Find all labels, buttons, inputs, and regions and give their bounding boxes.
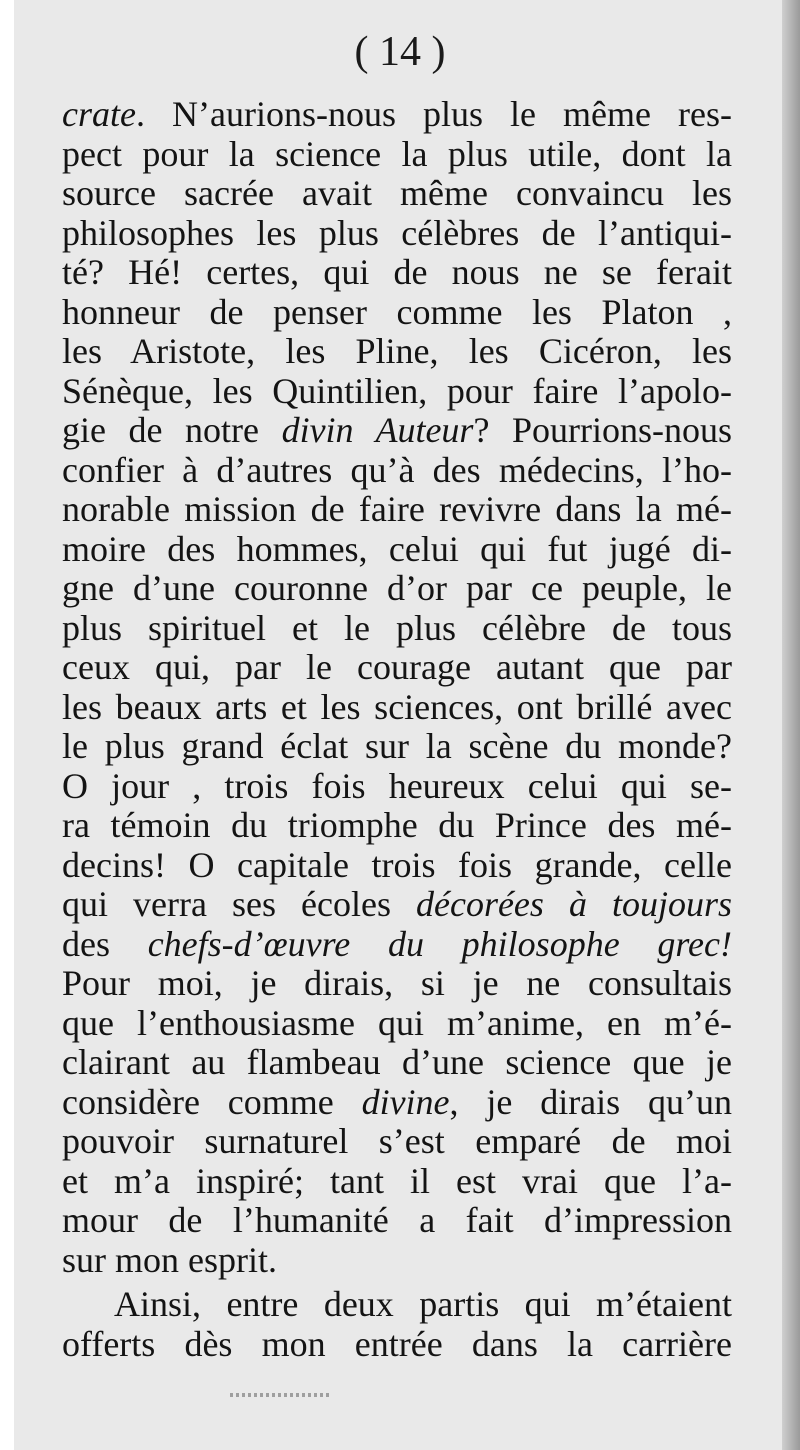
text-line: [62, 1240, 732, 1280]
text-span: Ainsi, entre deux partis qui m’étaient: [114, 1284, 732, 1324]
text-line: [62, 608, 732, 648]
italic-text: chefs-d’œuvre du philosophe grec!: [147, 924, 732, 964]
text-line: [62, 1121, 732, 1161]
text-line: [62, 450, 732, 490]
ink-smudge: [230, 1393, 330, 1397]
text-line: [62, 1324, 732, 1364]
text-line: [62, 1082, 732, 1122]
text-span: les beaux arts et les sciences, ont brillé avec: [62, 687, 732, 727]
text-span: decins! O capitale trois fois grande, celle: [62, 845, 732, 885]
italic-text: crate: [62, 94, 136, 134]
italic-text: divin Auteur: [281, 410, 474, 450]
text-line: [62, 766, 732, 806]
text-span: ? Pourrions-nous: [473, 410, 732, 450]
text-span: que l’enthousiasme qui m’anime, en m’é-: [62, 1003, 732, 1043]
page-gutter-shadow: [782, 0, 800, 1450]
text-span: moire des hommes, celui qui fut jugé di-: [62, 529, 732, 569]
text-span: Sénèque, les Quintilien, pour faire l’apolo-: [62, 371, 732, 411]
text-line: [62, 647, 732, 687]
scan-border-left: [0, 0, 14, 1450]
text-span: clairant au flambeau d’une science que je: [62, 1042, 732, 1082]
text-span: les Aristote, les Pline, les Cicéron, les: [62, 331, 732, 371]
text-line: [62, 963, 732, 1003]
text-span: gne d’une couronne d’or par ce peuple, le: [62, 568, 732, 608]
text-line: [62, 213, 732, 253]
text-span: philosophes les plus célèbres de l’antiqui-: [62, 213, 732, 253]
text-line: [62, 134, 732, 174]
text-span: mour de l’humanité a fait d’impression: [62, 1200, 732, 1240]
text-span: le plus grand éclat sur la scène du monde?: [62, 726, 732, 766]
text-span: confier à d’autres qu’à des médecins, l’ho-: [62, 450, 732, 490]
text-span: offerts dès mon entrée dans la carrière: [62, 1324, 732, 1364]
page-number: ( 14 ): [354, 29, 446, 75]
text-line: [62, 845, 732, 885]
text-line: [62, 173, 732, 213]
text-span: qui verra ses écoles: [62, 884, 416, 924]
italic-text: divine: [361, 1082, 450, 1122]
text-span: Pour moi, je dirais, si je ne consultais: [62, 963, 732, 1003]
text-line: [62, 884, 732, 924]
text-span: O jour , trois fois heureux celui qui se-: [62, 766, 732, 806]
text-line: [62, 1161, 732, 1201]
text-line: [62, 1042, 732, 1082]
text-line: [62, 529, 732, 569]
italic-text: décorées à toujours: [415, 884, 732, 924]
text-line: [62, 410, 732, 450]
text-span: pect pour la science la plus utile, dont la: [62, 134, 732, 174]
text-span: des: [62, 924, 148, 964]
text-span: pouvoir surnaturel s’est emparé de moi: [62, 1121, 732, 1161]
text-span: plus spirituel et le plus célèbre de tous: [62, 608, 732, 648]
text-span: sur mon esprit.: [62, 1240, 277, 1280]
text-span: honneur de penser comme les Platon ,: [62, 292, 732, 332]
text-line: [62, 94, 732, 134]
text-line: [62, 1003, 732, 1043]
text-span: source sacrée avait même convaincu les: [62, 173, 732, 213]
text-line: [62, 252, 732, 292]
text-span: té? Hé! certes, qui de nous ne se ferait: [62, 252, 732, 292]
text-line: [62, 924, 732, 964]
text-line: [62, 687, 732, 727]
text-span: ceux qui, par le courage autant que par: [62, 647, 732, 687]
text-line: [62, 489, 732, 529]
text-line: [62, 726, 732, 766]
text-line: [62, 1284, 732, 1324]
text-span: norable mission de faire revivre dans la mé-: [62, 489, 732, 529]
text-span: ra témoin du triomphe du Prince des mé-: [62, 805, 732, 845]
text-span: gie de notre: [62, 410, 282, 450]
text-span: . N’aurions-nous plus le même res-: [135, 94, 732, 134]
text-line: [62, 371, 732, 411]
text-line: [62, 805, 732, 845]
text-line: [62, 568, 732, 608]
text-span: et m’a inspiré; tant il est vrai que l’a-: [62, 1161, 732, 1201]
text-line: [62, 1200, 732, 1240]
text-line: [62, 292, 732, 332]
text-span: considère comme: [62, 1082, 362, 1122]
text-span: , je dirais qu’un: [449, 1082, 732, 1122]
text-line: [62, 331, 732, 371]
